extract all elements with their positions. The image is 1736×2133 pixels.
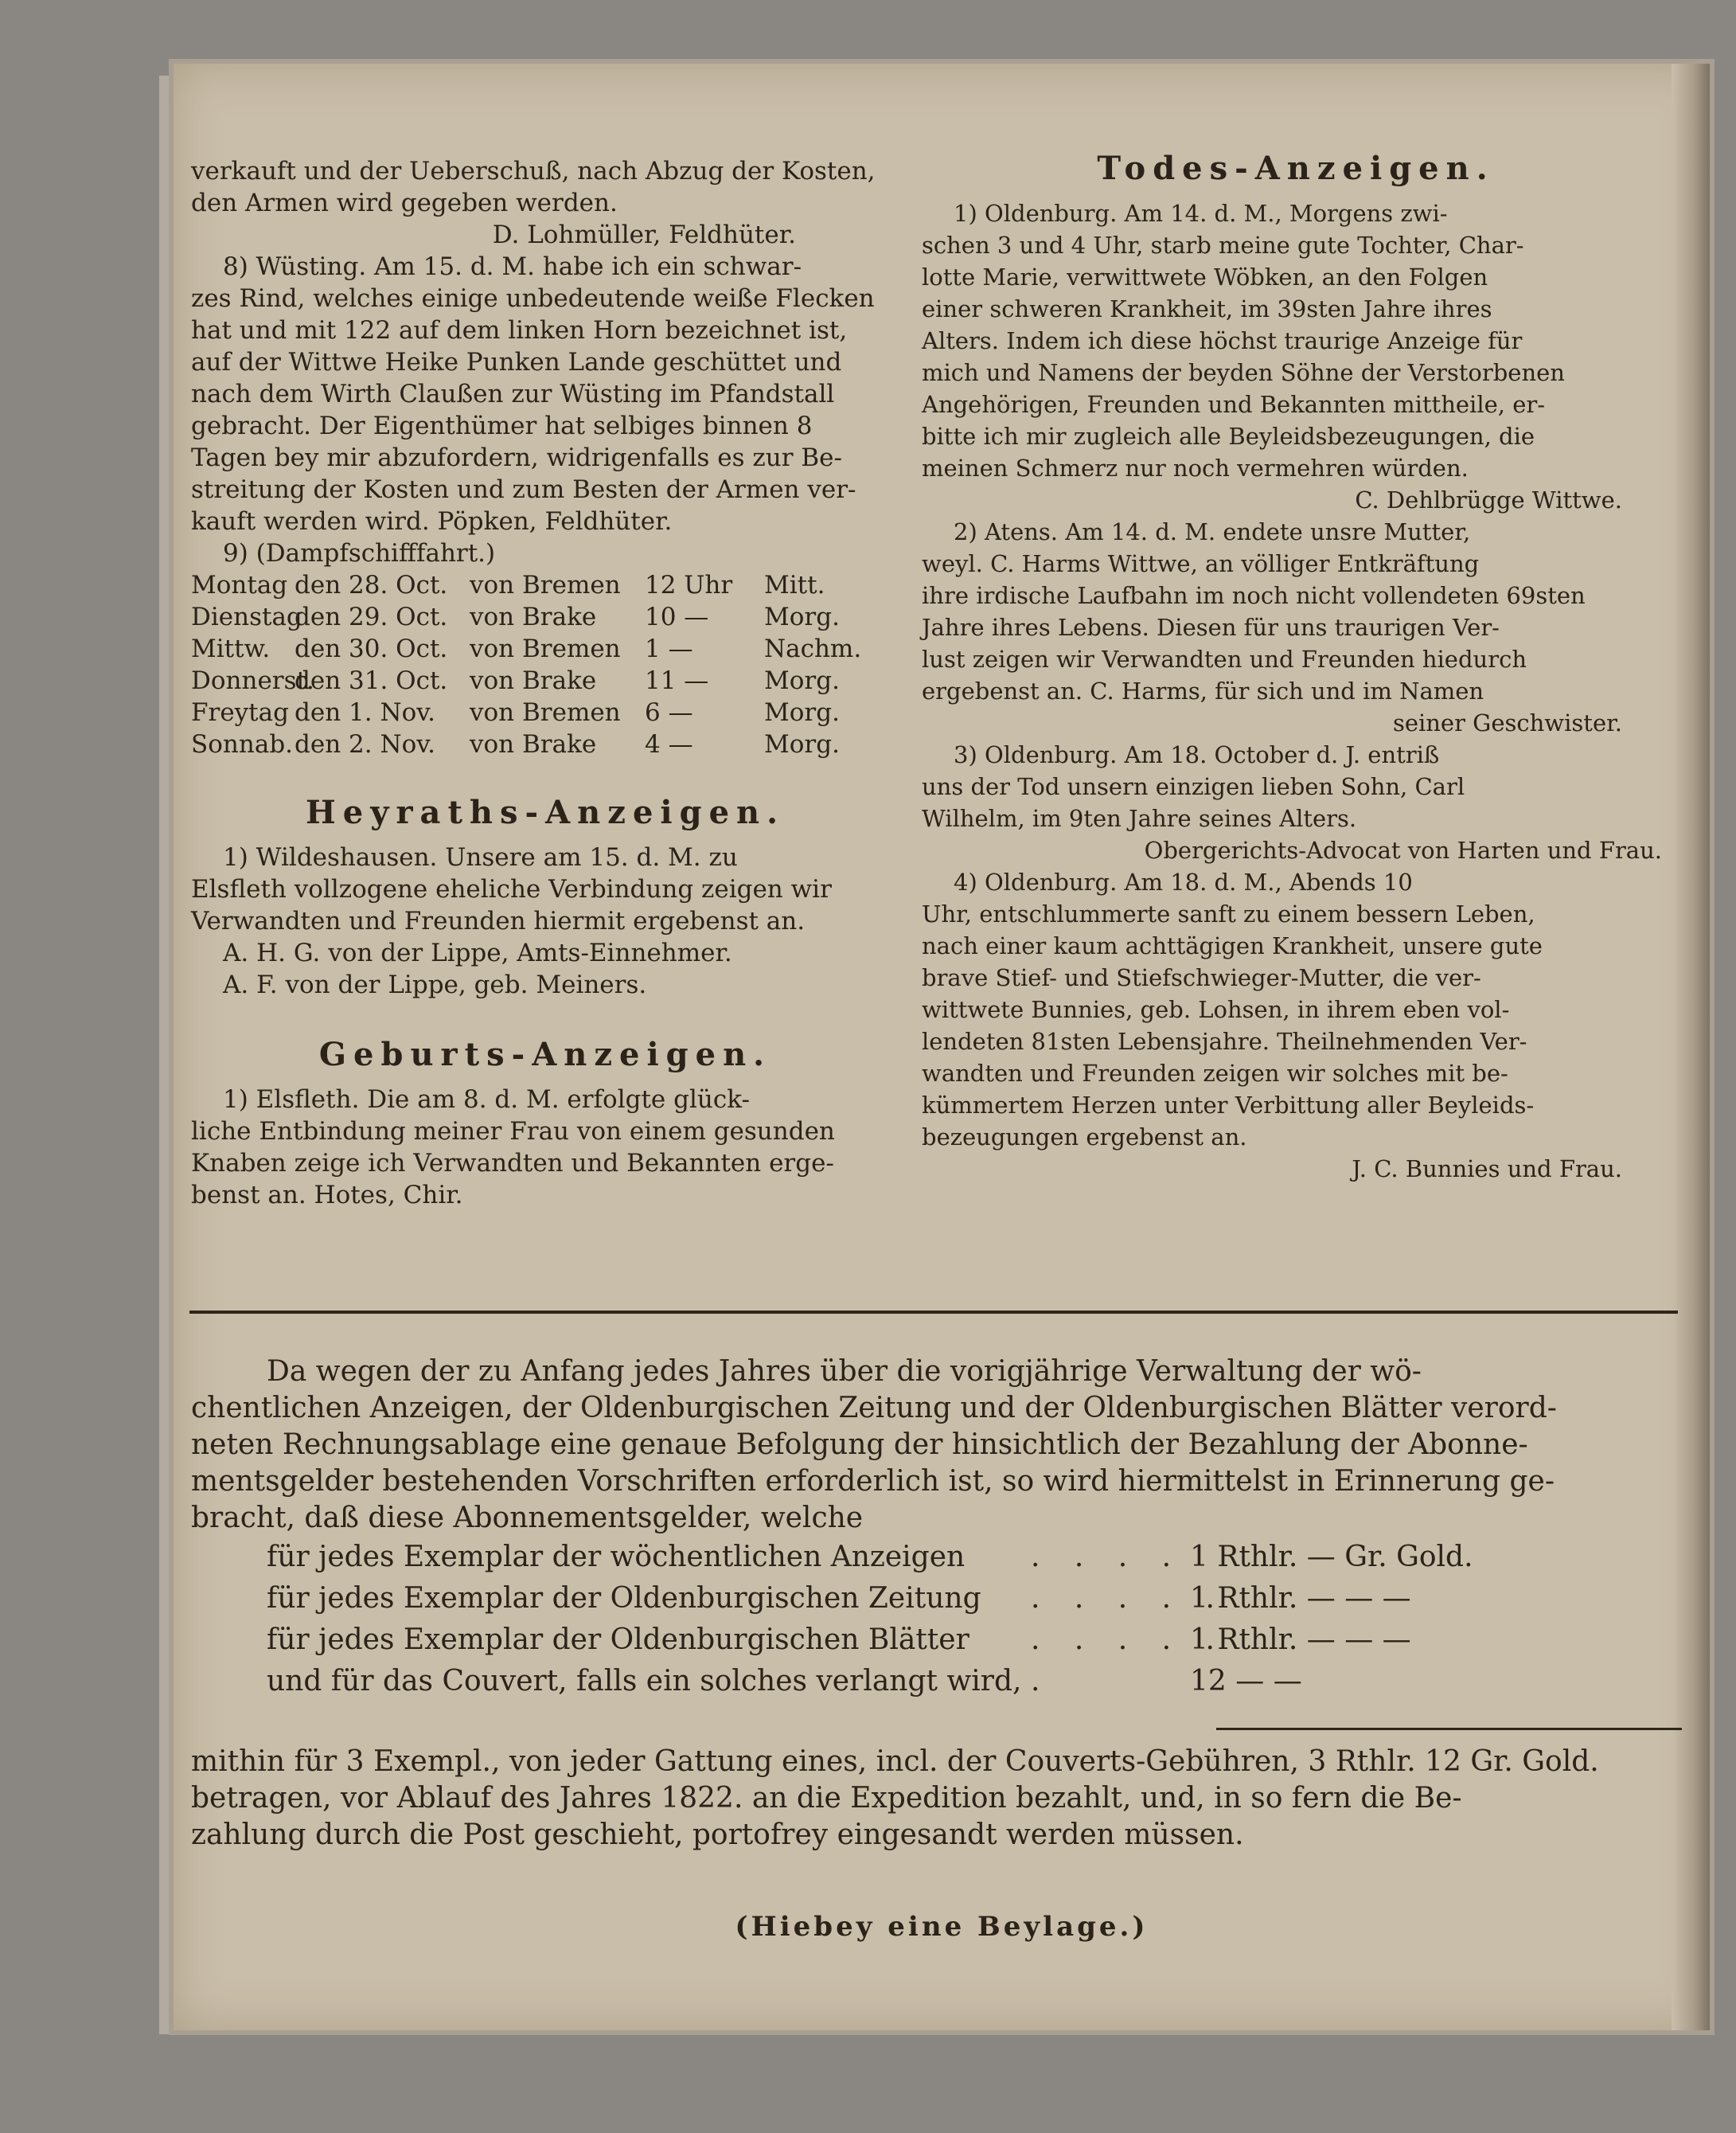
schedule-time: 1 —	[645, 635, 693, 663]
text-line: Wilhelm, im 9ten Jahre seines Alters.	[922, 805, 1357, 832]
text-line: betragen, vor Ablauf des Jahres 1822. an die Expedition bezahlt, und, in so fern die Be-	[191, 1782, 1462, 1815]
text-line: Knaben zeige ich Verwandten und Bekannten erge-	[191, 1149, 834, 1178]
text-line: liche Entbindung meiner Frau von einem gesunden	[191, 1117, 835, 1146]
schedule-day: Donnerst.	[191, 666, 314, 695]
price-item: für jedes Exemplar der wöchentlichen Anzeigen	[267, 1541, 966, 1573]
text-line: Uhr, entschlummerte sanft zu einem bessern Leben,	[922, 900, 1535, 928]
text-line: 3) Oldenburg. Am 18. October d. J. entriß	[954, 741, 1440, 768]
page-gutter	[1672, 64, 1710, 2030]
text-line: streitung der Kosten und zum Besten der Armen ver-	[191, 475, 856, 504]
price-item: für jedes Exemplar der Oldenburgischen Blätter	[267, 1623, 969, 1656]
signature: D. Lohmüller, Feldhüter.	[492, 221, 796, 249]
text-line: nach dem Wirth Claußen zur Wüsting im Pfandstall	[191, 380, 835, 408]
schedule-time: 6 —	[645, 698, 693, 727]
text-line: weyl. C. Harms Wittwe, an völliger Entkräftung	[922, 550, 1480, 577]
leader-dots: . . . . .	[1031, 1623, 1227, 1656]
text-line: verkauft und der Ueberschuß, nach Abzug der Kosten,	[191, 157, 876, 186]
schedule-from: von Brake	[470, 603, 597, 631]
text-line: nach einer kaum achttägigen Krankheit, unsere gute	[922, 932, 1543, 959]
text-line: zes Rind, welches einige unbedeutende weiße Flecken	[191, 284, 875, 313]
price-row	[191, 1661, 1687, 1702]
supplement-note: (Hiebey eine Beylage.)	[735, 1911, 1149, 1943]
text-line: benst an. Hotes, Chir.	[191, 1181, 463, 1209]
closing-text	[191, 1744, 1687, 1854]
notice-9-start: 9) (Dampfschifffahrt.)	[223, 539, 496, 568]
text-line: bezeugungen ergebenst an.	[922, 1123, 1247, 1150]
schedule-time: 10 —	[645, 603, 709, 631]
schedule-day: Mittw.	[191, 635, 271, 663]
price-value: 1 Rthlr. — — —	[1190, 1582, 1411, 1615]
signature: Obergerichts-Advocat von Harten und Frau.	[1144, 837, 1662, 864]
text-line: mich und Namens der beyden Söhne der Verstorbenen	[922, 359, 1565, 386]
schedule-part: Nachm.	[764, 635, 862, 663]
schedule-from: von Bremen	[470, 698, 621, 727]
text-line: mithin für 3 Exempl., von jeder Gattung eines, incl. der Couverts-Gebühren, 3 Rthlr. 12 Gr. Gold.	[191, 1745, 1599, 1778]
price-item: und für das Couvert, falls ein solches verlangt wird,	[267, 1665, 1022, 1697]
text-line: schen 3 und 4 Uhr, starb meine gute Tochter, Char-	[922, 232, 1524, 259]
text-line: lust zeigen wir Verwandten und Freunden hiedurch	[922, 646, 1527, 673]
text-line: 1) Elsfleth. Die am 8. d. M. erfolgte glück-	[223, 1085, 750, 1114]
section-divider	[189, 1311, 1678, 1314]
heyraths-heading: Heyraths-Anzeigen.	[305, 794, 786, 831]
subscription-notice	[191, 1354, 1687, 1702]
signature: A. H. G. von der Lippe, Amts-Einnehmer.	[223, 939, 732, 967]
schedule-row	[191, 569, 899, 601]
schedule-row	[191, 729, 899, 760]
text-line: 1) Wildeshausen. Unsere am 15. d. M. zu	[223, 843, 738, 872]
schedule-day: Montag	[191, 571, 288, 600]
schedule-from: von Bremen	[470, 571, 621, 600]
text-line: ergebenst an. C. Harms, für sich und im Namen	[922, 678, 1484, 705]
text-line: einer schweren Krankheit, im 39sten Jahre ihres	[922, 295, 1492, 322]
geburts-heading: Geburts-Anzeigen.	[318, 1036, 772, 1073]
text-line: bracht, daß diese Abonnementsgelder, welche	[191, 1502, 864, 1534]
text-line: kümmertem Herzen unter Verbittung aller Beyleids-	[922, 1092, 1535, 1119]
text-line: lendeten 81sten Lebensjahre. Theilnehmenden Ver-	[922, 1028, 1527, 1055]
schedule-day: Dienstag	[191, 603, 302, 631]
schedule-row	[191, 665, 899, 697]
price-row	[191, 1537, 1687, 1578]
schedule-date: den 30. Oct.	[295, 635, 448, 663]
price-row	[191, 1619, 1687, 1661]
schedule-date: den 29. Oct.	[295, 603, 448, 631]
schedule-from: von Brake	[470, 666, 597, 695]
schedule-part: Morg.	[764, 698, 840, 727]
text-line: lotte Marie, verwittwete Wöbken, an den Folgen	[922, 264, 1488, 291]
text-line: brave Stief- und Stiefschwieger-Mutter, die ver-	[922, 964, 1481, 991]
price-row	[191, 1578, 1687, 1619]
right-column	[922, 143, 1670, 1185]
notice-8-start: 8) Wüsting. Am 15. d. M. habe ich ein schwar-	[223, 252, 802, 281]
text-line: den Armen wird gegeben werden.	[191, 189, 618, 217]
schedule-date: den 1. Nov.	[295, 698, 435, 727]
text-line: wandten und Freunden zeigen wir solches mit be-	[922, 1060, 1508, 1087]
schedule-part: Morg.	[764, 730, 840, 759]
price-value: 1 Rthlr. — — —	[1190, 1623, 1411, 1656]
text-line: ihre irdische Laufbahn im noch nicht vollendeten 69sten	[922, 582, 1586, 609]
text-line: meinen Schmerz nur noch vermehren würden.	[922, 455, 1469, 482]
text-line: neten Rechnungsablage eine genaue Befolgung der hinsichtlich der Bezahlung der Abonne-	[191, 1428, 1528, 1461]
schedule-from: von Brake	[470, 730, 597, 759]
schedule-row	[191, 697, 899, 729]
text-line: Alters. Indem ich diese höchst traurige Anzeige für	[922, 327, 1523, 354]
text-line: zahlung durch die Post geschieht, portofrey eingesandt werden müssen.	[191, 1819, 1244, 1851]
schedule-row	[191, 633, 899, 665]
schedule-part: Morg.	[764, 603, 840, 631]
text-line: hat und mit 122 auf dem linken Horn bezeichnet ist,	[191, 316, 848, 345]
signature: J. C. Bunnies und Frau.	[1352, 1155, 1622, 1182]
text-line: Angehörigen, Freunden und Bekannten mittheile, er-	[922, 391, 1546, 418]
text-line: auf der Wittwe Heike Punken Lande geschüttet und	[191, 348, 842, 377]
schedule-time: 4 —	[645, 730, 693, 759]
schedule-row	[191, 601, 899, 633]
text-line: kauft werden wird. Pöpken, Feldhüter.	[191, 507, 673, 536]
signature: C. Dehlbrügge Wittwe.	[1355, 486, 1622, 514]
schedule-part: Mitt.	[764, 571, 825, 600]
newspaper-page	[174, 64, 1710, 2030]
text-line: gebracht. Der Eigenthümer hat selbiges binnen 8	[191, 412, 813, 440]
text-line: mentsgelder bestehenden Vorschriften erforderlich ist, so wird hiermittelst in Erinnerung ge-	[191, 1465, 1555, 1498]
text-line: chentlichen Anzeigen, der Oldenburgischen Zeitung und der Oldenburgischen Blätter verord-	[191, 1392, 1557, 1424]
schedule-time: 11 —	[645, 666, 709, 695]
schedule-day: Sonnab.	[191, 730, 294, 759]
leader-dots: . . . .	[1031, 1541, 1184, 1573]
text-line: bitte ich mir zugleich alle Beyleidsbezeugungen, die	[922, 423, 1535, 450]
price-value: 1 Rthlr. — Gr. Gold.	[1190, 1541, 1473, 1573]
steamship-schedule	[191, 569, 899, 760]
text-line: Tagen bey mir abzufordern, widrigenfalls es zur Be-	[191, 443, 842, 472]
leader-dots: . . . . .	[1031, 1582, 1227, 1615]
text-line: Verwandten und Freunden hiermit ergebenst an.	[191, 907, 806, 936]
schedule-time: 12 Uhr	[645, 571, 733, 600]
schedule-from: von Bremen	[470, 635, 621, 663]
signature: A. F. von der Lippe, geb. Meiners.	[223, 971, 647, 999]
leader-dots: .	[1031, 1665, 1053, 1697]
signature: seiner Geschwister.	[1392, 709, 1622, 736]
schedule-part: Morg.	[764, 666, 840, 695]
text-line: uns der Tod unsern einzigen lieben Sohn, Carl	[922, 773, 1465, 800]
schedule-date: den 2. Nov.	[295, 730, 435, 759]
text-line: 1) Oldenburg. Am 14. d. M., Morgens zwi-	[954, 200, 1448, 227]
schedule-date: den 31. Oct.	[295, 666, 448, 695]
todes-heading: Todes-Anzeigen.	[1097, 150, 1495, 187]
price-item: für jedes Exemplar der Oldenburgischen Zeitung	[267, 1582, 981, 1615]
text-line: Da wegen der zu Anfang jedes Jahres über die vorigjährige Verwaltung der wö-	[267, 1355, 1422, 1388]
left-column	[191, 155, 899, 1211]
text-line: 2) Atens. Am 14. d. M. endete unsre Mutter,	[954, 518, 1471, 545]
text-line: 4) Oldenburg. Am 18. d. M., Abends 10	[954, 869, 1413, 896]
schedule-date: den 28. Oct.	[295, 571, 448, 600]
text-line: Jahre ihres Lebens. Diesen für uns traurigen Ver-	[922, 614, 1500, 641]
price-value: 12 — —	[1190, 1665, 1302, 1697]
text-line: Elsfleth vollzogene eheliche Verbindung zeigen wir	[191, 875, 832, 904]
text-line: wittwete Bunnies, geb. Lohsen, in ihrem eben vol-	[922, 996, 1510, 1023]
page-stack-edge	[159, 76, 175, 2034]
schedule-day: Freytag	[191, 698, 289, 727]
sum-rule	[1216, 1728, 1682, 1730]
